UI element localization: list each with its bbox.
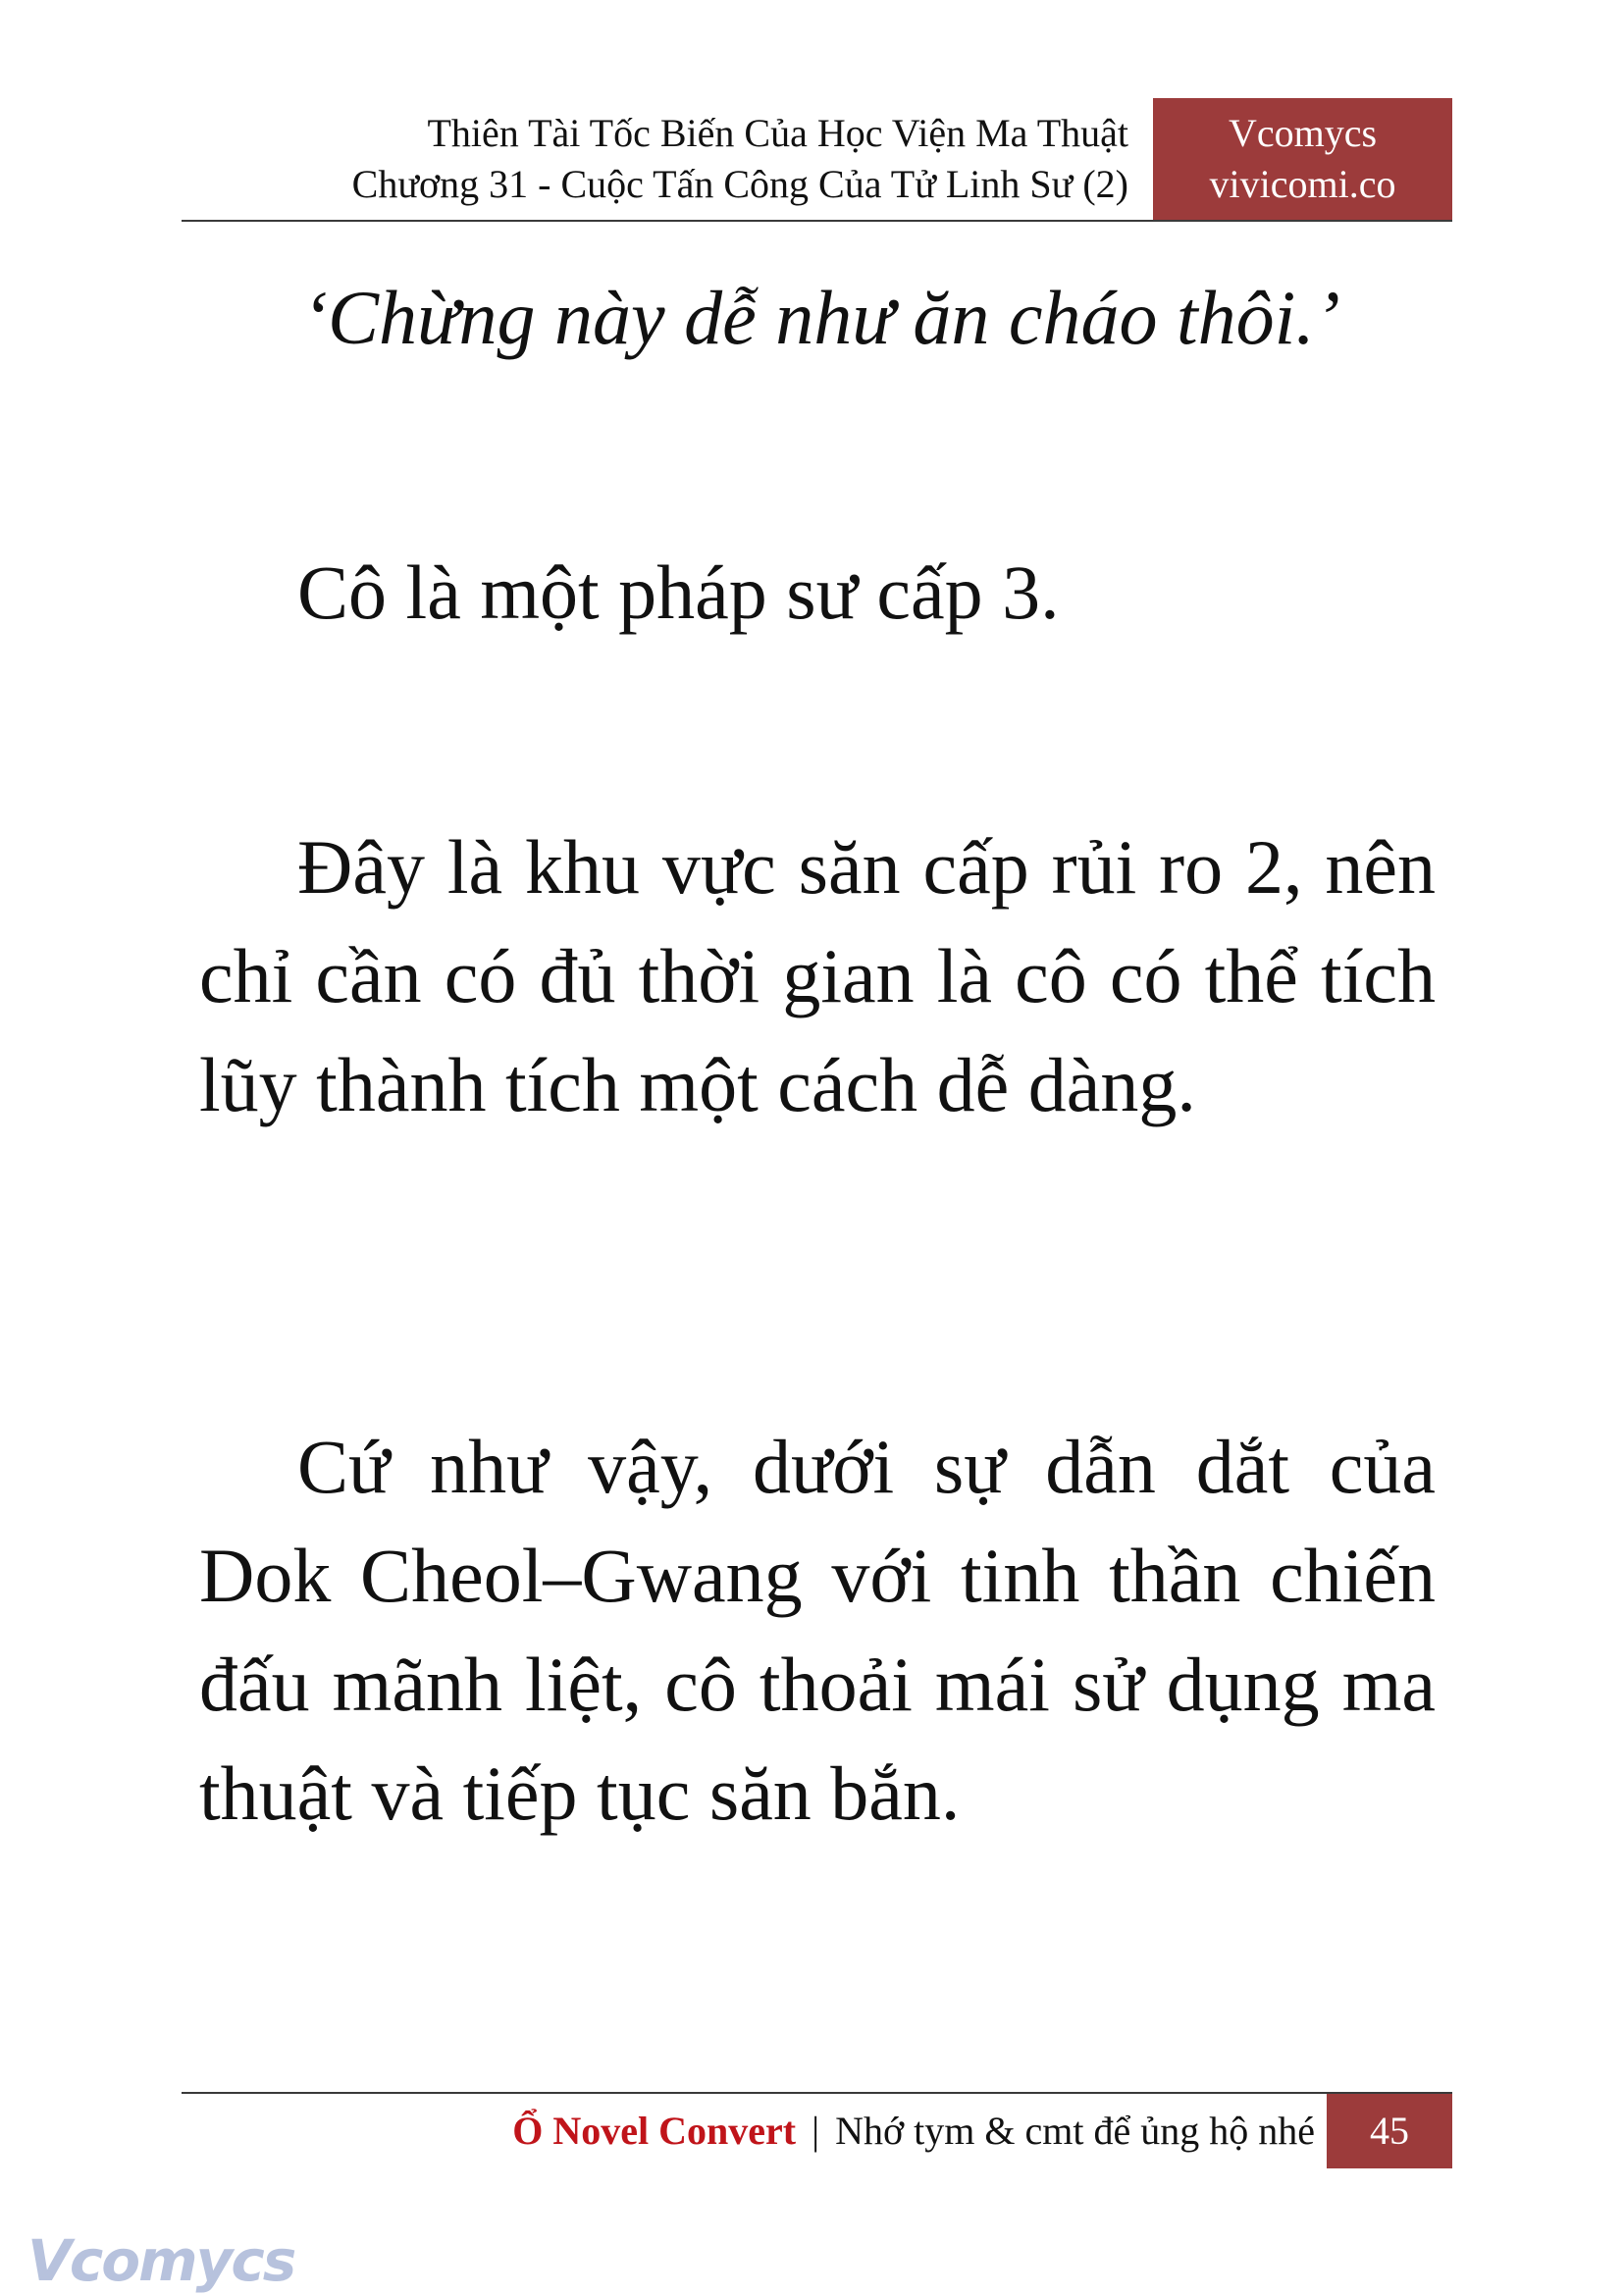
site-name: Vcomycs <box>1228 111 1378 155</box>
site-badge <box>1153 98 1452 220</box>
paragraph: Cô là một pháp sư cấp 3. <box>297 549 1060 635</box>
footer-message <box>512 2104 1315 2159</box>
inner-thought-quote: ‘Chừng này dễ như ăn cháo thôi.’ <box>302 275 1340 360</box>
footer-note: Nhớ tym & cmt để ủng hộ nhé <box>835 2109 1315 2153</box>
header-titles <box>352 108 1128 210</box>
paragraph: Đây là khu vực săn cấp rủi ro 2, nên chỉ cần có đủ thời gian là cô có thể tích lũy thành tích một cách dễ dàng. <box>199 824 1436 1127</box>
footer-brand: Ổ Novel Convert <box>512 2109 797 2153</box>
vcomycs-watermark-logo: Vcomycs <box>27 2227 295 2294</box>
chapter-title: Chương 31 - Cuộc Tấn Công Của Tử Linh Sư (2) <box>351 162 1128 206</box>
site-url: vivicomi.co <box>1209 162 1396 206</box>
page-number: 45 <box>1327 2094 1452 2168</box>
paragraph: Cứ như vậy, dưới sự dẫn dắt của Dok Cheol–Gwang với tinh thần chiến đấu mãnh liệt, cô thoải mái sử dụng ma thuật và tiếp tục săn bắn. <box>199 1424 1436 1836</box>
footer-separator: | <box>812 2109 820 2153</box>
book-title: Thiên Tài Tốc Biến Của Học Viện Ma Thuật <box>427 111 1128 155</box>
page-footer <box>182 2092 1452 2168</box>
page-header <box>182 98 1452 222</box>
